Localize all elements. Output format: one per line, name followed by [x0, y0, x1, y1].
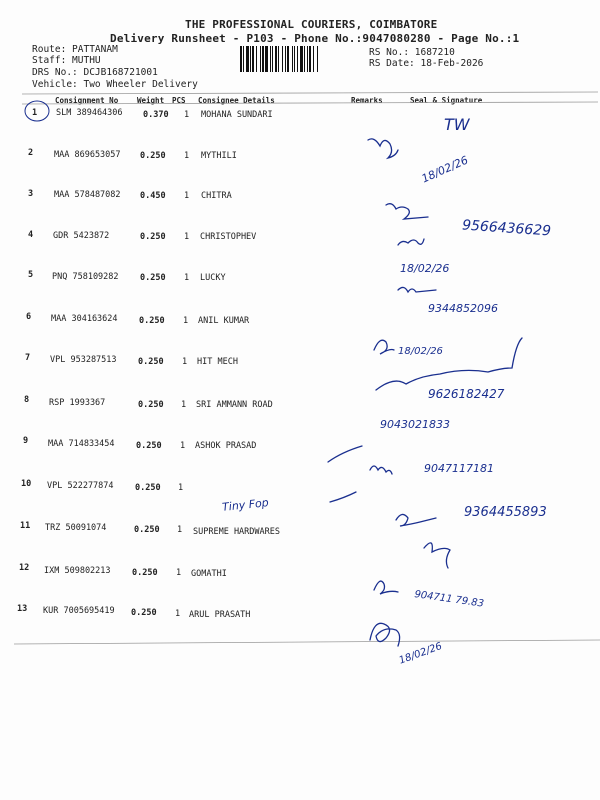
signature-row-2 [368, 139, 398, 158]
pcs: 1 [184, 273, 190, 283]
company-title: THE PROFESSIONAL COURIERS, COIMBATORE [185, 18, 438, 31]
pcs: 1 [176, 568, 182, 578]
hw-date-5: 18/02/26 [400, 262, 450, 275]
row-number: 13 [17, 604, 28, 614]
row-number: 9 [23, 436, 29, 446]
weight: 0.450 [140, 191, 166, 201]
hw-remark-10: Tiny Fop [221, 496, 270, 514]
row-number: 6 [26, 312, 32, 322]
consignee: HIT MECH [197, 357, 238, 367]
vehicle-label: Vehicle: Two Wheeler Delivery [32, 79, 198, 90]
consignee: SRI AMMANN ROAD [196, 400, 273, 410]
pcs: 1 [178, 483, 184, 493]
signature-row-3 [386, 204, 428, 219]
signature-row-13 [370, 623, 400, 646]
pcs: 1 [184, 110, 190, 120]
weight: 0.250 [140, 273, 166, 283]
consignee: LUCKY [200, 273, 226, 283]
row-number: 3 [28, 189, 34, 199]
hw-phone-5: 9344852096 [428, 302, 498, 315]
rs-no-label: RS No.: 1687210 [369, 47, 455, 58]
weight: 0.250 [138, 357, 164, 367]
pcs: 1 [181, 400, 187, 410]
drs-label: DRS No.: DCJB168721001 [32, 67, 158, 78]
pcs: 1 [180, 441, 186, 451]
pcs: 1 [184, 151, 190, 161]
pcs: 1 [182, 357, 188, 367]
consignee: ASHOK PRASAD [195, 441, 257, 451]
signature-row-6 [374, 340, 394, 354]
col-remarks: Remarks [351, 96, 383, 105]
weight: 0.250 [132, 568, 158, 578]
hw-phone-7: 9626182427 [428, 387, 505, 401]
pcs: 1 [184, 232, 190, 242]
pcs: 1 [183, 316, 189, 326]
consignment-no: MAA 304163624 [51, 314, 118, 324]
weight: 0.250 [140, 232, 166, 242]
consignment-no: MAA 578487082 [54, 190, 121, 200]
col-seal-signature: Seal & Signature [410, 96, 483, 105]
col-weight: Weight [137, 96, 165, 105]
hw-phone-3: 9566436629 [461, 217, 552, 240]
consignment-no: SLM 389464306 [56, 108, 123, 118]
signature-row-11 [396, 514, 436, 526]
consignee: CHRISTOPHEV [200, 232, 257, 242]
hw-date-7: 18/02/26 [398, 346, 443, 357]
weight: 0.250 [136, 441, 162, 451]
consignment-no: MAA 714833454 [48, 439, 115, 449]
consignee: ARUL PRASATH [189, 610, 251, 620]
consignment-no: VPL 953287513 [50, 355, 117, 365]
row-number: 1 [32, 108, 38, 118]
consignment-no: MAA 869653057 [54, 150, 121, 160]
col-consignment: Consignment No [55, 96, 119, 105]
signature-row-4 [398, 239, 424, 245]
consignee: ANIL KUMAR [198, 316, 250, 326]
pcs: 1 [177, 525, 183, 535]
pcs: 1 [175, 609, 181, 619]
hw-phone-8: 9043021833 [380, 418, 450, 431]
consignee: MOHANA SUNDARI [201, 110, 273, 120]
pcs: 1 [184, 191, 190, 201]
col-pcs: PCS [172, 96, 186, 105]
signature-row-9 [370, 466, 392, 474]
consignment-no: GDR 5423872 [53, 231, 110, 241]
hw-date-13: 18/02/26 [397, 640, 444, 667]
weight: 0.370 [143, 110, 169, 120]
hw-phone-12: 904711 79.83 [413, 589, 485, 610]
rs-date-label: RS Date: 18-Feb-2026 [369, 58, 484, 69]
weight: 0.250 [134, 525, 160, 535]
col-consignee: Consignee Details [198, 96, 275, 105]
consignment-no: IXM 509802213 [44, 566, 111, 576]
consignee: CHITRA [201, 191, 232, 201]
consignee: MYTHILI [201, 151, 237, 161]
consignment-no: TRZ 50091074 [45, 523, 107, 533]
hw-date-2: 18/02/26 [419, 153, 471, 186]
weight: 0.250 [135, 483, 161, 493]
row-number: 7 [25, 353, 31, 363]
weight: 0.250 [131, 608, 157, 618]
consignment-no: RSP 1993367 [49, 398, 106, 408]
row-number: 10 [21, 479, 32, 489]
weight: 0.250 [139, 316, 165, 326]
weight: 0.250 [138, 400, 164, 410]
row-number: 12 [19, 563, 30, 573]
header-rule-bottom [22, 102, 598, 104]
staff-label: Staff: MUTHU [32, 55, 101, 66]
row-number: 11 [20, 521, 31, 531]
row-number: 5 [28, 270, 34, 280]
route-label: Route: PATTANAM [32, 44, 118, 55]
row-number: 4 [28, 230, 34, 240]
row-number: 8 [24, 395, 30, 405]
pen-stroke-row-8 [328, 446, 362, 462]
pen-stroke-row-10 [330, 492, 356, 502]
hw-phone-9: 9047117181 [424, 462, 494, 475]
hw-tw: TW [444, 115, 470, 134]
row-number: 2 [28, 148, 34, 158]
table-end-rule [14, 640, 600, 644]
signature-row-12b [374, 581, 398, 594]
consignment-no: KUR 7005695419 [43, 606, 115, 616]
hw-phone-11: 9364455893 [464, 505, 547, 520]
signature-row-12a [424, 543, 450, 568]
weight: 0.250 [140, 151, 166, 161]
runsheet-title: Delivery Runsheet - P103 - Phone No.:9047080280 - Page No.:1 [110, 32, 520, 45]
consignee: GOMATHI [191, 569, 227, 579]
header-rule-top [22, 92, 598, 94]
consignment-no: VPL 522277874 [47, 481, 114, 491]
consignee: SUPREME HARDWARES [193, 527, 280, 537]
consignment-no: PNQ 758109282 [52, 272, 119, 282]
signature-row-5 [398, 287, 436, 292]
